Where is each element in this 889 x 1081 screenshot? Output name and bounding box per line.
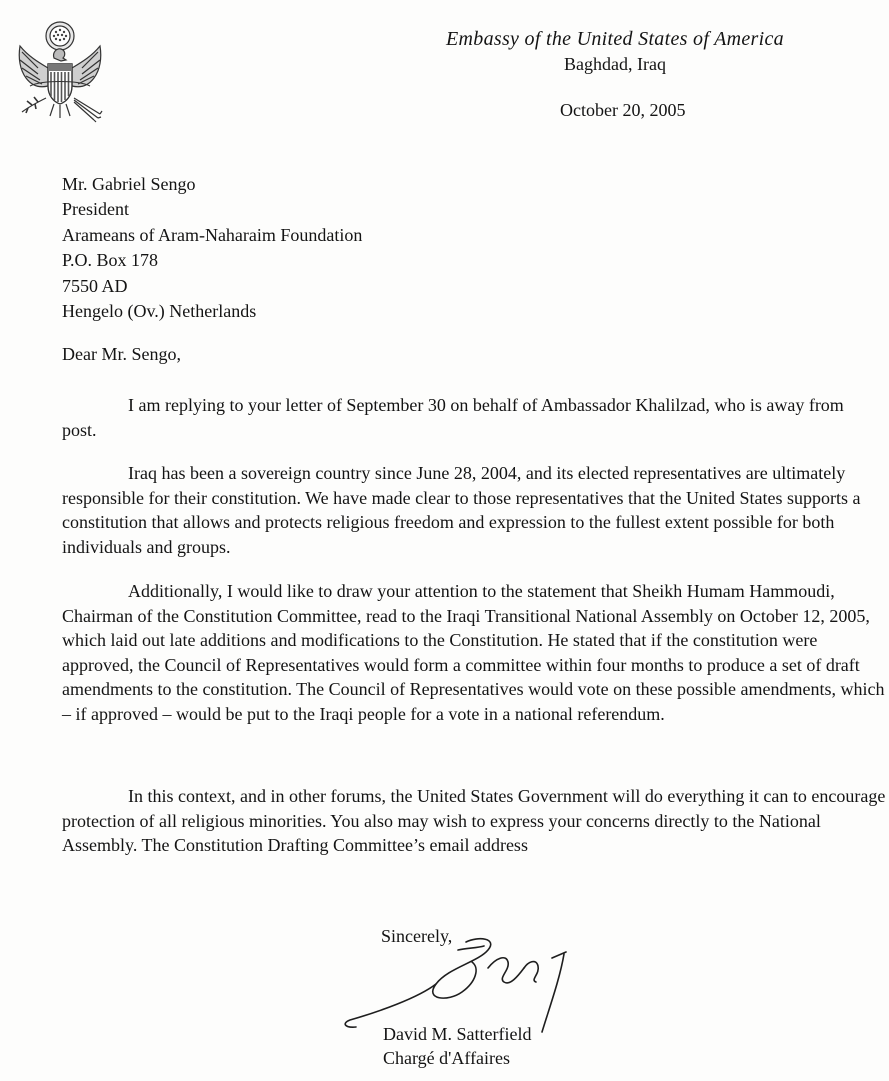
letter-date: October 20, 2005 bbox=[560, 100, 686, 120]
body-paragraph: I am replying to your letter of September 30 on behalf of Ambassador Khalilzad, who is away from post. bbox=[62, 395, 844, 440]
signer-title: Chargé d'Affaires bbox=[383, 1048, 511, 1068]
recipient-address bbox=[62, 172, 362, 324]
recipient-po-box: P.O. Box 178 bbox=[62, 250, 159, 271]
body-paragraph: Additionally, I would like to draw your attention to the statement that Sheikh Humam Hammoudi, Chairman of the Constitution Committee, read to the Iraqi Transitional National Assembly on October 12, 2005, which laid out late additions and modifications to the Constitution. He stated that if the constitution were approved, the Council of Representatives would form a committee within four months to produce a set of draft amendments to the constitution. The Council of Representatives would vote on these possible amendments, which – if approved – would be put to the Iraqi people for a vote in a national referendum. bbox=[62, 581, 885, 724]
body-paragraph: Iraq has been a sovereign country since June 28, 2004, and its elected representatives are ultimately responsible for their constitution. We have made clear to those representatives that the United States supports a constitution that allows and protects religious freedom and expression to the fullest extent possible for both individuals and groups. bbox=[62, 463, 861, 557]
closing: Sincerely, bbox=[381, 926, 453, 946]
signer-block bbox=[383, 1022, 531, 1070]
body-paragraph: In this context, and in other forums, the United States Government will do everything it can to encourage protection of all religious minorities. You also may wish to express your concerns directly to the National Assembly. The Constitution Drafting Committee’s email address bbox=[62, 786, 886, 855]
recipient-name: Mr. Gabriel Sengo bbox=[62, 174, 196, 194]
letterhead-city: Baghdad, Iraq bbox=[564, 54, 666, 74]
recipient-postal-code: 7550 AD bbox=[62, 275, 128, 296]
letterhead-title: Embassy of the United States of America bbox=[446, 28, 784, 50]
recipient-city-country: Hengelo (Ov.) Netherlands bbox=[62, 301, 257, 322]
great-seal-eagle-icon bbox=[8, 16, 112, 128]
recipient-organization: Arameans of Aram-Naharaim Foundation bbox=[62, 224, 363, 245]
recipient-title: President bbox=[62, 199, 129, 220]
salutation: Dear Mr. Sengo, bbox=[62, 344, 181, 364]
signer-name: David M. Satterfield bbox=[383, 1024, 532, 1044]
